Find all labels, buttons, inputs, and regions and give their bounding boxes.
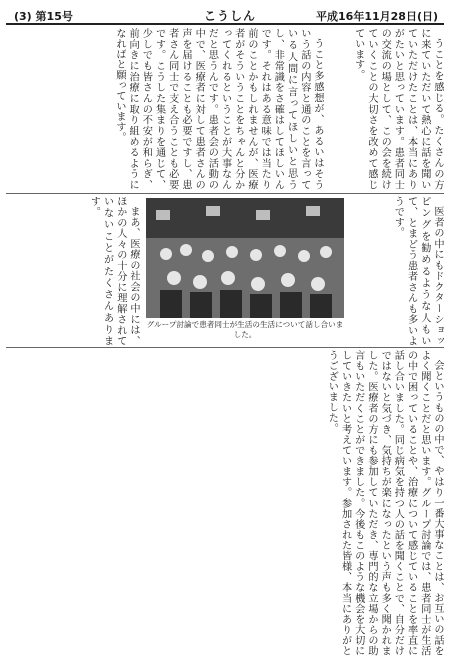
- issue-date: 平成16年11月28日(日): [316, 10, 438, 23]
- article-text: うことを感じる。たくさんの方に来ていただいて熱心に話を聞いていただけたことは、本当にありがたいと思っています。患者同士の交流の場として、この会を続けていくことの大切さを改めて感じています。: [352, 28, 443, 190]
- photo-caption: グループ討論で患者同士が生活の生活について話し合いました。: [146, 320, 344, 339]
- group-discussion-photo: [146, 198, 344, 318]
- header-rule: [6, 23, 444, 25]
- article-column-bottom: [6, 350, 444, 656]
- section-divider: [6, 193, 444, 194]
- page-header: [6, 4, 444, 26]
- newsletter-title: こうしん: [204, 9, 257, 23]
- article-text: 医者の中にもドクターショッピングを勧めるような人もいて、とまどう患者さんも多いようです。: [392, 196, 443, 346]
- article-column-top-right: [324, 28, 444, 190]
- article-column-mid-left: [6, 196, 140, 346]
- article-text: 会というものの中で、やはり一番大事なことは、お互いの話をよく聞くことだと思います。グループ討論では、患者同士が生活の中で困っていることや、治療について感じていることを率直に話し合いました。同じ病気を持つ人の話を聞くことで、自分だけではないと気づき、気持ちが楽になったという声も多く聞かれました。医療者の方にも参加していただき、専門的な立場からの助言もいただくことができました。今後もこのような機会を大切にしていきたいと考えています。参加された皆様、本当にありがとうございました。: [326, 350, 443, 656]
- article-text: うこと多感想が、あるいはそういう話の内容と通のことを言っている人間に言ってほしいと思うし、非常識をさ確はしてほしいんです。それはある意味では当たり前のことかもしれませんが、医療者がそういうことをちゃんと分かってくれるということが大事なんだと思うんです。患者会の活動の中で、医療者に対して患者さんの声を届けることも必要ですし、患者さん同士で支え合うことも必要です。こうした集まりを通じて、少しでも皆さんの不安が和らぎ、前向きに治療に取り組めるようになればと願っています。: [113, 28, 323, 190]
- article-column-top-left: [6, 28, 324, 190]
- page-number: (3) 第15号: [14, 10, 73, 23]
- article-text: まあ、医療の社会の中には、ほかの人々の十分に理解されていないことがたくさんあります。: [88, 196, 139, 346]
- section-divider: [6, 347, 444, 348]
- article-column-mid-right: [344, 196, 444, 346]
